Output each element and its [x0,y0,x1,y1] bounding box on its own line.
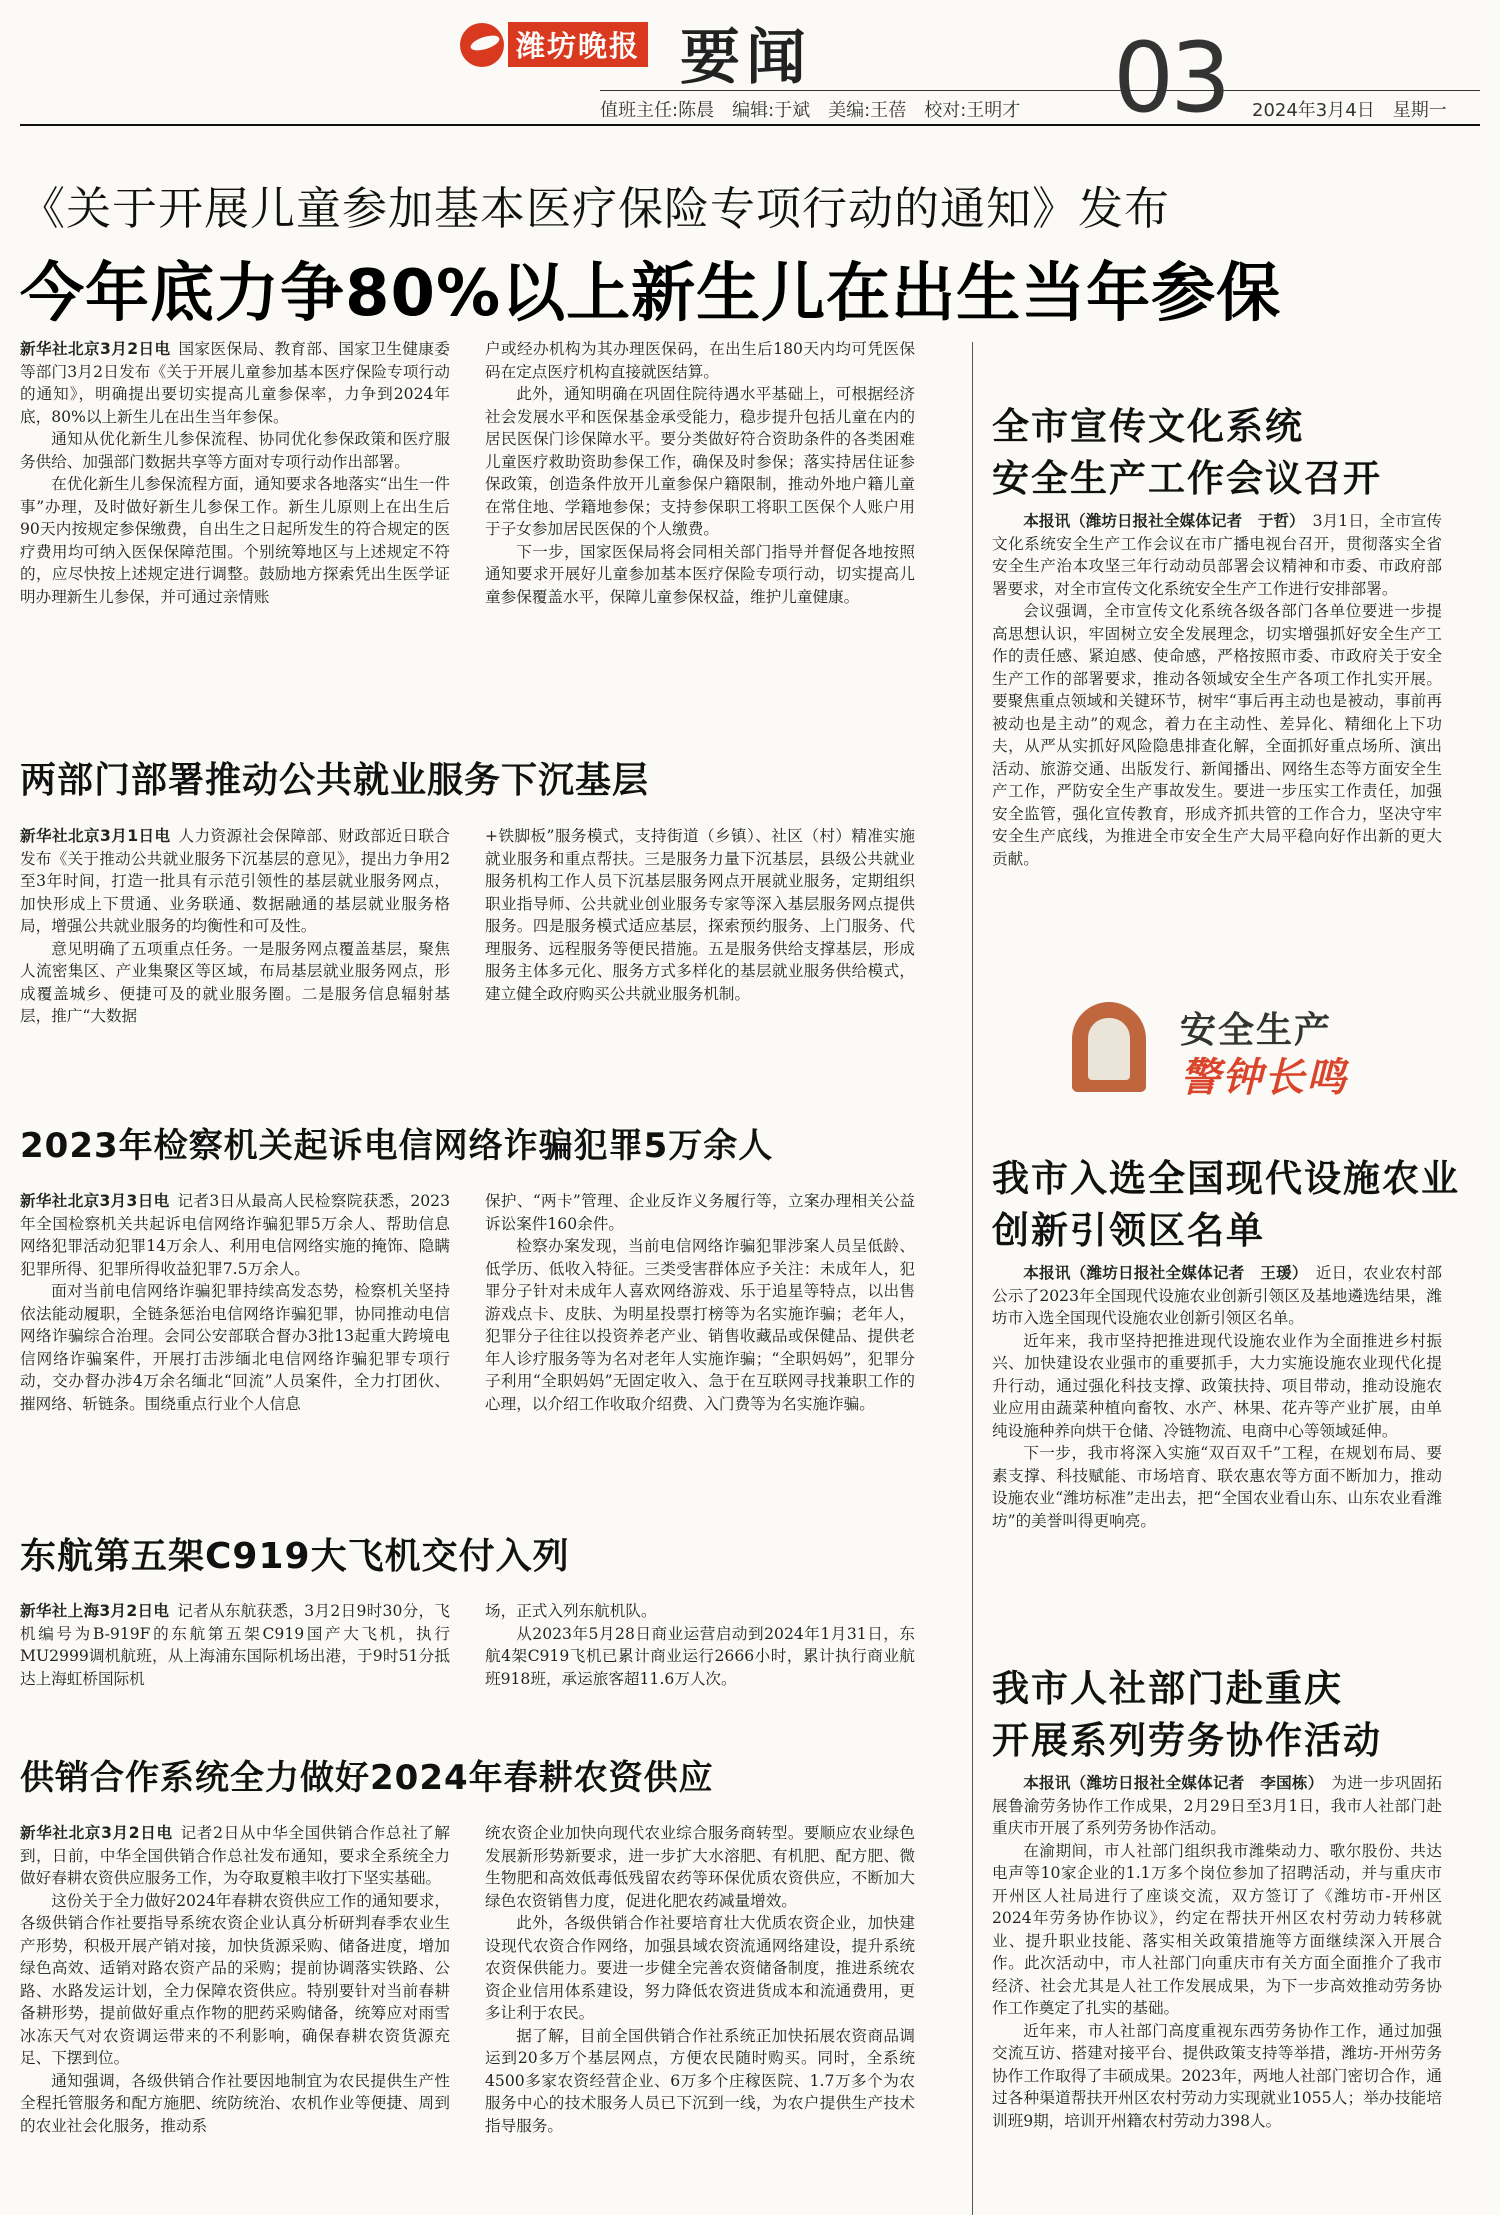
story3-paragraph: 面对当前电信网络诈骗犯罪持续高发态势，检察机关坚持依法能动履职，全链条惩治电信网络诈骗犯罪，协同推动电信网络诈骗综合治理。会同公安部联合督办3批13起重大跨境电信网络诈骗案件，开展打击涉缅北电信网络诈骗犯罪专项行动，交办督办涉4万余名缅北“回流”人员案件，全力打团伙、摧网络、斩链条。围绕重点行业个人信息 [20,1282,450,1413]
bell-icon [1072,1002,1146,1092]
lead-column-2 [485,338,915,708]
story5-title: 供销合作系统全力做好2024年春耕农资供应 [20,1758,714,1798]
story5-paragraph: 此外，各级供销合作社要培育壮大优质农资企业，加快建设现代农资合作网络，加强县域农资流通网络建设，提升系统农资保供能力。要进一步健全完善农资储备制度，推进系统农资企业信用体系建设，努力降低农资进货成本和流通费用，更多让利于农民。 [485,1914,915,2022]
column-divider [972,342,973,2215]
story2-paragraph: 意见明确了五项重点任务。一是服务网点覆盖基层，聚焦人流密集区、产业集聚区等区域，布局基层就业服务网点，形成覆盖城乡、便捷可及的就业服务圈。二是服务信息辐射基层，推广“大数据 [20,939,450,1025]
story3-paragraph: 记者3日从最高人民检察院获悉，2023年全国检察机关共起诉电信网络诈骗犯罪5万余人、帮助信息网络犯罪活动犯罪14万余人、利用电信网络实施的掩饰、隐瞒犯罪所得、犯罪所得收益犯罪7.5万余人。 [20,1192,450,1278]
lead-pre-title: 《关于开展儿童参加基本医疗保险专项行动的通知》发布 [20,182,1171,235]
right3-paragraph: 近年来，市人社部门高度重视东西劳务协作工作，通过加强交流互访、搭建对接平台、提供政策支持等举措，潍坊-开州劳务协作工作取得了丰硕成果。2023年，两地人社部门密切合作，通过各种渠道帮扶开州区农村劳动力实现就业1055人；举办技能培训班9期，培训开州籍农村劳动力398人。 [992,2021,1442,2130]
story3-dateline: 新华社北京3月3日电 [20,1192,170,1210]
story2-paragraph: +铁脚板”服务模式，支持街道（乡镇）、社区（村）精准实施就业服务和重点帮扶。三是服务力量下沉基层，县级公共就业服务机构工作人员下沉基层服务网点开展就业服务，定期组织职业指导师、公共就业创业服务专家等深入基层服务网点提供服务。四是服务模式适应基层，探索预约服务、上门服务、代理服务、远程服务等便民措施。五是服务供给支撑基层，形成服务主体多元化、服务方式多样化的基层就业服务供给模式，建立健全政府购买公共就业服务机制。 [485,827,915,1003]
story3-paragraph: 保护、“两卡”管理、企业反诈义务履行等，立案办理相关公益诉讼案件160余件。 [485,1192,915,1233]
story5-column-1 [20,1822,450,2212]
right2-paragraph: 近日，农业农村部公示了2023年全国现代设施农业创新引领区及基地遴选结果，潍坊市入选全国现代设施农业创新引领区名单。 [992,1264,1442,1327]
story2-column-2 [485,825,915,1070]
story5-paragraph: 据了解，目前全国供销合作社系统正加快拓展农资商品调运到20多万个基层网点，方便农民随时购买。同时，全系统4500多家农资经营企业、6万多个庄稼医院、1.7万多个为农服务中心的技术服务人员已下沉到一线，为农户提供生产技术指导服务。 [485,2026,915,2135]
right2-dateline: 本报讯（潍坊日报社全媒体记者 王瑗） [1023,1264,1308,1282]
headline-rule [20,124,1480,126]
right3-paragraph: 为进一步巩固拓展鲁渝劳务协作工作成果，2月29日至3月1日，我市人社部门赴重庆市开展了系列劳务协作活动。 [992,1774,1442,1837]
right3-title-line: 开展系列劳务协作活动 [992,1718,1382,1762]
story5-paragraph: 记者2日从中华全国供销合作总社了解到，日前，中华全国供销合作总社发布通知，要求全系统全力做好春耕农资供应服务工作，为夺取夏粮丰收打下坚实基础。 [20,1824,450,1887]
lead-title: 今年底力争80%以上新生儿在出生当年参保 [20,257,1282,331]
right1-paragraph: 3月1日，全市宣传文化系统安全生产工作会议在市广播电视台召开，贯彻落实全省安全生产治本攻坚三年行动动员部署会议精神和市委、市政府部署要求，对全市宣传文化系统安全生产工作进行安排部署。 [992,512,1442,598]
right3-body [992,1772,1442,2212]
masthead [0,0,1500,175]
lead-paragraph: 通知从优化新生儿参保流程、协同优化参保政策和医疗服务供给、加强部门数据共享等方面对专项行动作出部署。 [20,430,450,471]
badge-line-2: 警钟长鸣 [1180,1055,1348,1101]
story4-dateline: 新华社上海3月2日电 [20,1602,170,1620]
right2-paragraph: 下一步，我市将深入实施“双百双千”工程，在规划布局、要素支撑、科技赋能、市场培育、联农惠农等方面不断加力，推动设施农业“潍坊标准”走出去，把“全国农业看山东、山东农业看潍坊”的美誉叫得更响亮。 [992,1444,1442,1530]
right1-dateline: 本报讯（潍坊日报社全媒体记者 于哲） [1023,512,1305,530]
lead-paragraph: 国家医保局、教育部、国家卫生健康委等部门3月2日发布《关于开展儿童参加基本医疗保险专项行动的通知》，明确提出要切实提高儿童参保率，力争到2024年底，80%以上新生儿在出生当年参保。 [20,340,450,426]
right1-paragraph: 会议强调，全市宣传文化系统各级各部门各单位要进一步提高思想认识，牢固树立安全发展理念，切实增强抓好安全生产工作的责任感、紧迫感、使命感，严格按照市委、市政府关于安全生产工作的部署要求，推动各领域安全生产各项工作扎实开展。要聚焦重点领域和关键环节，树牢“事后再主动也是被动，事前再被动也是主动”的观念，着力在主动性、差异化、精细化上下功夫，从严从实抓好风险隐患排查化解，全面抓好重点场所、演出活动、旅游交通、出版发行、新闻播出、网络生态等方面安全生产工作，严防安全生产事故发生。要进一步压实工作责任，加强安全监管，强化宣传教育，形成齐抓共管的工作合力，坚决守牢安全生产底线，为推进全市安全生产大局平稳向好作出新的更大贡献。 [992,602,1442,868]
lead-paragraph: 在优化新生儿参保流程方面，通知要求各地落实“出生一件事”办理，及时做好新生儿参保工作。新生儿原则上在出生后90天内按规定参保缴费，自出生之日起所发生的符合规定的医疗费用均可纳入医保保障范围。个别统筹地区与上述规定不符的，应尽快按上述规定进行调整。鼓励地方探索凭出生医学证明办理新生儿参保，并可通过亲情账 [20,475,450,606]
story4-paragraph: 记者从东航获悉，3月2日9时30分，飞机编号为B-919F的东航第五架C919国产大飞机，执行MU2999调机航班，从上海浦东国际机场出港，于9时51分抵达上海虹桥国际机 [20,1602,450,1688]
right1-title [992,400,1382,504]
story4-paragraph: 从2023年5月28日商业运营启动到2024年1月31日，东航4架C919飞机已累计商业运行2666小时，累计执行商业航班918班，承运旅客超11.6万人次。 [485,1624,915,1688]
story3-title: 2023年检察机关起诉电信网络诈骗犯罪5万余人 [20,1126,774,1166]
right2-title [992,1152,1460,1256]
story5-column-2 [485,1822,915,2212]
right2-title-line: 创新引领区名单 [992,1208,1265,1252]
right3-title-line: 我市人社部门赴重庆 [992,1666,1343,1710]
right2-title-line: 我市入选全国现代设施农业 [992,1156,1460,1200]
right3-dateline: 本报讯（潍坊日报社全媒体记者 李国栋） [1023,1774,1324,1792]
lead-column-1 [20,338,450,708]
masthead-rule [600,90,1480,91]
right2-body [992,1262,1442,1622]
story4-title: 东航第五架C919大飞机交付入列 [20,1536,570,1577]
lead-dateline: 新华社北京3月2日电 [20,340,171,358]
story2-dateline: 新华社北京3月1日电 [20,827,171,845]
story5-dateline: 新华社北京3月2日电 [20,1824,173,1842]
story4-paragraph: 场，正式入列东航机队。 [485,1602,657,1620]
paper-logo-icon [460,23,504,67]
lead-paragraph: 下一步，国家医保局将会同相关部门指导并督促各地按照通知要求开展好儿童参加基本医疗保险专项行动，切实提高儿童参保覆盖水平，保障儿童参保权益，维护儿童健康。 [485,542,915,606]
story5-paragraph: 通知强调，各级供销合作社要因地制宜为农民提供生产性全程托管服务和配方施肥、统防统治、农机作业等便捷、周到的农业社会化服务，推动系 [20,2071,450,2135]
story2-column-1 [20,825,450,1070]
story4-column-2 [485,1600,915,1700]
section-name: 要闻 [680,23,812,93]
right3-title [992,1662,1382,1766]
story3-column-2 [485,1190,915,1480]
badge-line-1: 安全生产 [1180,1010,1333,1051]
story3-column-1 [20,1190,450,1480]
lead-paragraph: 户或经办机构为其办理医保码，在出生后180天内均可凭医保码在定点医疗机构直接就医结算。 [485,340,915,381]
right2-paragraph: 近年来，我市坚持把推进现代设施农业作为全面推进乡村振兴、加快建设农业强市的重要抓手，大力实施设施农业现代化提升行动，通过强化科技支撑、政策扶持、项目带动，推动设施农业应用由蔬菜种植向畜牧、水产、林果、花卉等产业扩展，由单纯设施种养向烘干仓储、冷链物流、电商中心等领域延伸。 [992,1331,1442,1440]
story5-paragraph: 这份关于全力做好2024年春耕农资供应工作的通知要求，各级供销合作社要指导系统农资企业认真分析研判春季农业生产形势，积极开展产销对接，加快货源采购、储备进度，增加绿色高效、适销对路农资产品的采购；提前协调落实铁路、公路、水路发运计划，全力保障农资供应。特别要针对当前春耕备耕形势，提前做好重点作物的肥药采购储备，统筹应对雨雪冰冻天气对农资调运带来的不利影响，确保春耕农资货源充足、下摆到位。 [20,1891,450,2067]
page-number: 03 [1113,22,1228,134]
story4-column-1 [20,1600,450,1700]
right1-body [992,510,1442,980]
right1-title-line: 安全生产工作会议召开 [992,456,1382,500]
issue-date: 2024年3月4日 星期一 [1252,100,1447,121]
paper-logo [460,22,648,67]
story5-paragraph: 统农资企业加快向现代农业综合服务商转型。要顺应农业绿色发展新形势新要求，进一步扩大水溶肥、有机肥、配方肥、微生物肥和高效低毒低残留农药等环保优质农资供应，不断加大绿色农资销售力度，促进化肥农药减量增效。 [485,1824,915,1910]
right3-paragraph: 在渝期间，市人社部门组织我市潍柴动力、歌尔股份、共达电声等10家企业的1.1万多个岗位参加了招聘活动，并与重庆市开州区人社局进行了座谈交流，双方签订了《潍坊市-开州区2024年劳务协作协议》，约定在帮扶开州区农村劳动力转移就业、提升职业技能、落实相关政策措施等方面继续深入开展合作。此次活动中，市人社部门向重庆市有关方面全面推介了我市经济、社会尤其是人社工作发展成果，为下一步高效推动劳务协作工作奠定了扎实的基础。 [992,1841,1442,2017]
staff-credits: 值班主任:陈晨 编辑:于斌 美编:王蓓 校对:王明才 [600,100,1021,121]
safety-badge [1072,990,1372,1100]
story2-title: 两部门部署推动公共就业服务下沉基层 [20,760,650,801]
paper-name: 潍坊晚报 [508,22,648,67]
story3-paragraph: 检察办案发现，当前电信网络诈骗犯罪涉案人员呈低龄、低学历、低收入特征。三类受害群体应予关注：未成年人，犯罪分子针对未成年人喜欢网络游戏、乐于追星等特点，以出售游戏点卡、皮肤、为明星投票打榜等为名实施诈骗；老年人，犯罪分子往往以投资养老产业、销售收藏品或保健品、提供老年人诊疗服务等为名对老年人实施诈骗；“全职妈妈”，犯罪分子利用“全职妈妈”无固定收入、急于在互联网寻找兼职工作的心理，以介绍工作收取介绍费、入门费等为名实施诈骗。 [485,1237,915,1413]
story2-paragraph: 人力资源社会保障部、财政部近日联合发布《关于推动公共就业服务下沉基层的意见》，提出力争用2至3年时间，打造一批具有示范引领性的基层就业服务网点，加快形成上下贯通、业务联通、数据融通的基层就业服务格局，增强公共就业服务的均衡性和可及性。 [20,827,450,935]
right1-title-line: 全市宣传文化系统 [992,404,1304,448]
lead-paragraph: 此外，通知明确在巩固住院待遇水平基础上，可根据经济社会发展水平和医保基金承受能力，稳步提升包括儿童在内的居民医保门诊保障水平。要分类做好符合资助条件的各类困难儿童医疗救助资助参保工作，确保及时参保；落实持居住证参保政策，创造条件放开儿童参保户籍限制，推动外地户籍儿童在常住地、学籍地参保；支持参保职工将职工医保个人账户用于子女参加居民医保的个人缴费。 [485,385,915,538]
